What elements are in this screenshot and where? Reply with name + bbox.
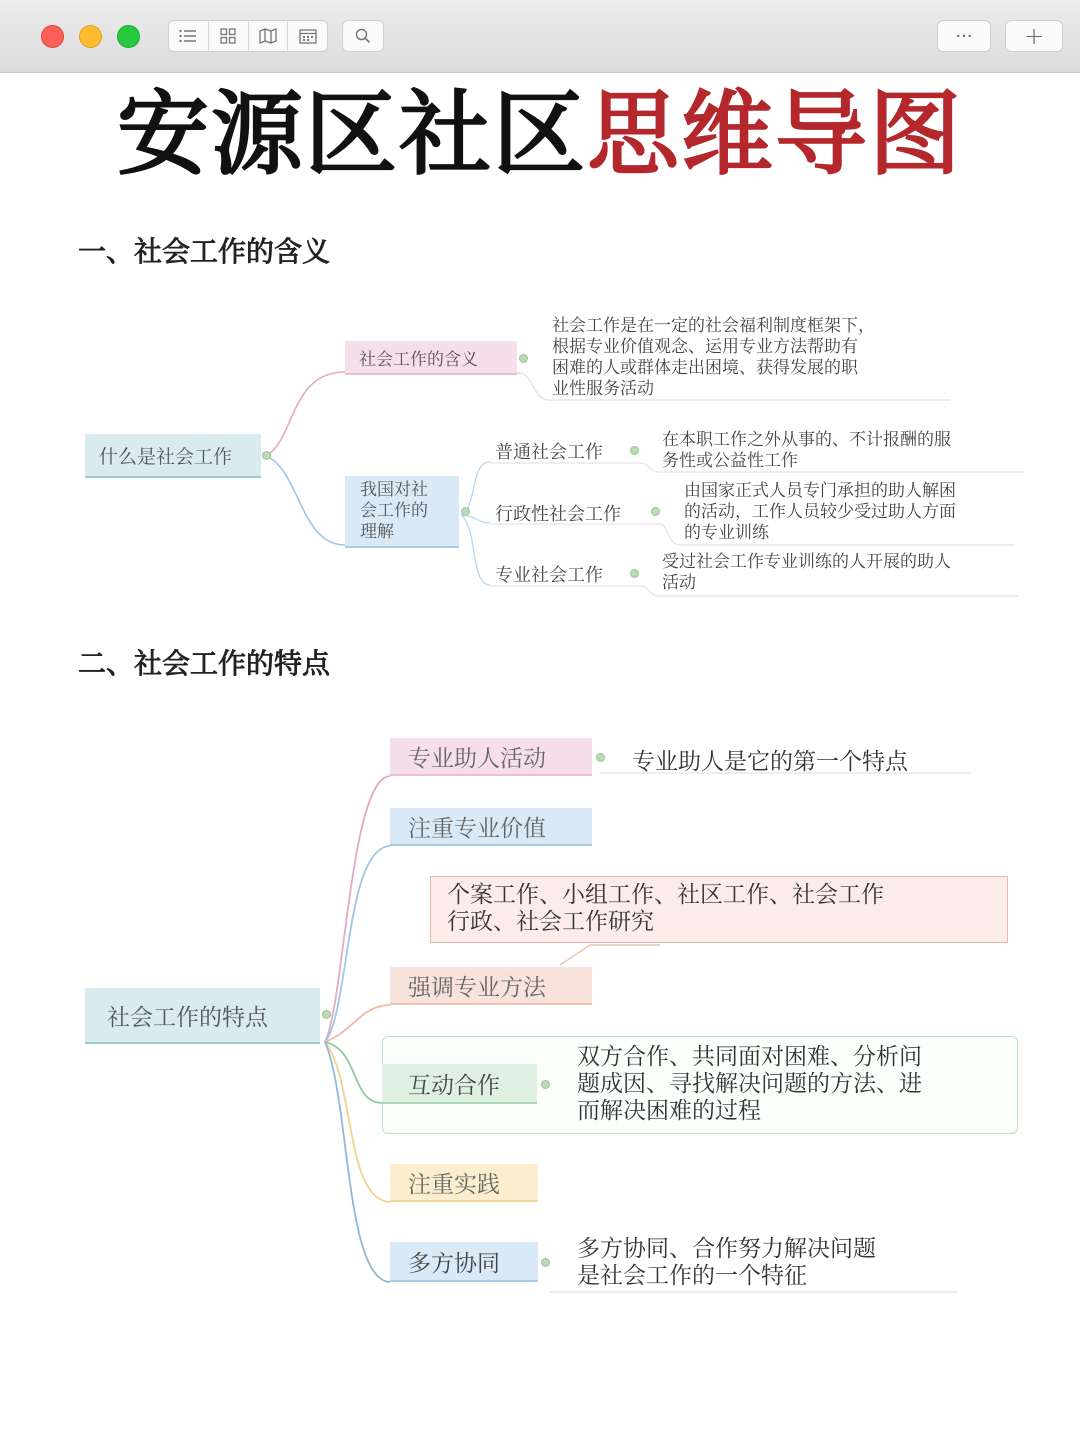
collapse-dot-icon[interactable] — [461, 507, 470, 516]
multi-party-collaboration-text: 多方协同、合作努力解决问题 是社会工作的一个特征 — [577, 1236, 876, 1289]
collapse-dot-icon[interactable] — [596, 753, 605, 762]
node-professional-methods[interactable]: 强调专业方法 — [390, 967, 592, 1005]
node-china-understanding[interactable]: 我国对社 会工作的 理解 — [345, 476, 459, 548]
add-button[interactable]: + — [1005, 20, 1063, 52]
node-professional-social-work[interactable]: 专业社会工作 — [495, 565, 603, 586]
collapse-dot-icon[interactable] — [322, 1010, 331, 1019]
node-practice-emphasis[interactable]: 注重实践 — [390, 1164, 538, 1202]
professional-helping-text: 专业助人是它的第一个特点 — [632, 749, 908, 775]
professional-methods-text: 个案工作、小组工作、社区工作、社会工作 行政、社会工作研究 — [430, 876, 1008, 943]
page-title-part1: 安源区社区 — [116, 81, 587, 188]
administrative-social-work-text: 由国家正式人员专门承担的助人解困 的活动，工作人员较少受过助人方面 的专业训练 — [684, 481, 956, 543]
collapse-dot-icon[interactable] — [630, 446, 639, 455]
collapse-dot-icon[interactable] — [541, 1258, 550, 1267]
node-administrative-social-work[interactable]: 行政性社会工作 — [495, 504, 621, 525]
meaning-text: 社会工作是在一定的社会福利制度框架下， 根据专业价值观念、运用专业方法帮助有 困难的人或群体走出困境、获得发展的职 业性服务活动 — [552, 316, 875, 399]
collapse-dot-icon[interactable] — [541, 1080, 550, 1089]
page-title-part2: 思维导图 — [587, 81, 964, 188]
more-button[interactable]: ··· — [937, 20, 991, 52]
node-multi-party-collaboration[interactable]: 多方协同 — [390, 1242, 538, 1282]
section-heading-meaning: 一、社会工作的含义 — [78, 235, 331, 268]
node-features-root[interactable]: 社会工作的特点 — [85, 988, 320, 1044]
interactive-cooperation-text: 双方合作、共同面对困难、分析问 题成因、寻找解决问题的方法、进 而解决困难的过程 — [577, 1044, 922, 1124]
section-heading-features: 二、社会工作的特点 — [78, 647, 331, 680]
collapse-dot-icon[interactable] — [651, 507, 660, 516]
collapse-dot-icon[interactable] — [630, 569, 639, 578]
node-interactive-cooperation[interactable]: 互动合作 — [382, 1064, 537, 1104]
collapse-dot-icon[interactable] — [519, 354, 528, 363]
node-meaning-label[interactable]: 社会工作的含义 — [345, 341, 517, 375]
node-professional-helping[interactable]: 专业助人活动 — [390, 738, 592, 776]
node-professional-values[interactable]: 注重专业价值 — [390, 808, 592, 846]
ordinary-social-work-text: 在本职工作之外从事的、不计报酬的服 务性或公益性工作 — [662, 430, 951, 471]
node-what-is-social-work[interactable]: 什么是社会工作 — [85, 434, 261, 478]
collapse-dot-icon[interactable] — [262, 451, 271, 460]
professional-social-work-text: 受过社会工作专业训练的人开展的助人 活动 — [662, 552, 951, 593]
node-ordinary-social-work[interactable]: 普通社会工作 — [495, 442, 603, 463]
